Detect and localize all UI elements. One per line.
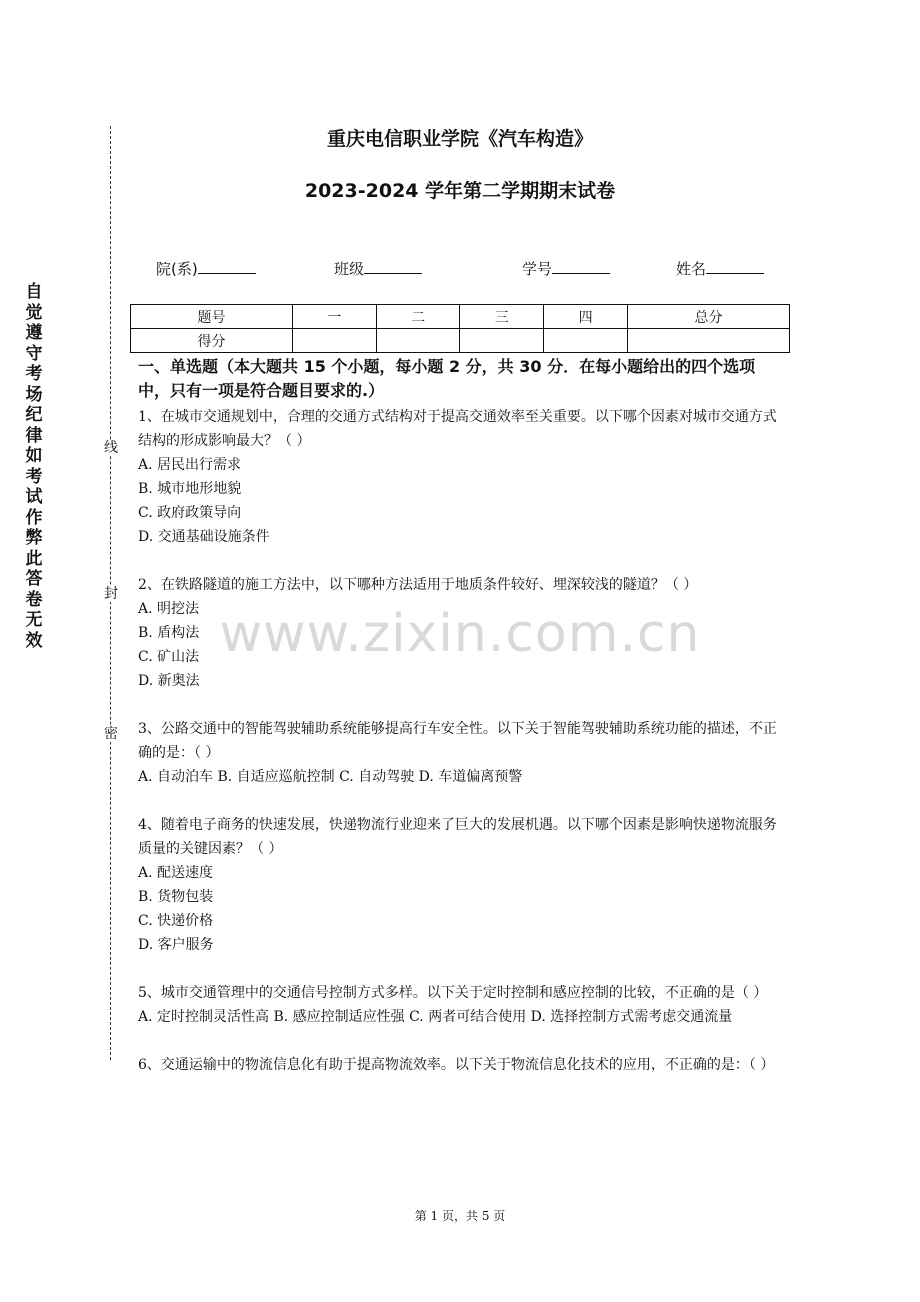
id-label: 学号: [522, 260, 553, 278]
option: A. 配送速度: [138, 865, 214, 881]
option: A. 居民出行需求: [138, 457, 242, 473]
side-notice-char: 觉: [25, 302, 43, 323]
option: D. 新奥法: [138, 673, 200, 689]
option: C. 政府政策导向: [138, 505, 242, 521]
score-header-cell: 四: [544, 305, 628, 329]
side-notice-char: 如: [25, 446, 43, 466]
score-header-cell: 题号: [131, 305, 293, 329]
question-text: 4、随着电子商务的快速发展，快递物流行业迎来了巨大的发展机遇。以下哪个因素是影响快递物流服务质量的关键因素？（ ）: [138, 817, 777, 857]
question-text: 6、交通运输中的物流信息化有助于提高物流效率。以下关于物流信息化技术的应用，不正确的是：（ ）: [138, 1057, 775, 1073]
side-notice-char: 此: [25, 548, 43, 569]
side-notice-char: 纪: [25, 405, 43, 425]
side-notice: [22, 282, 46, 651]
exam-subtitle: 2023-2024 学年第二学期期末试卷: [304, 180, 616, 202]
score-header-cell: 总分: [628, 305, 790, 329]
score-table: [130, 304, 790, 353]
class-field[interactable]: [334, 258, 422, 279]
question-6: [138, 1053, 784, 1077]
side-notice-char: 自: [25, 282, 43, 302]
option: D. 交通基础设施条件: [138, 529, 270, 545]
dept-label: 院(系): [156, 260, 198, 278]
option: A. 自动泊车 B. 自适应巡航控制 C. 自动驾驶 D. 车道偏离预警: [138, 769, 523, 785]
side-notice-char: 弊: [25, 528, 43, 548]
section-heading: 一、单选题（本大题共 15 个小题，每小题 2 分，共 30 分．在每小题给出的四个选项中，只有一项是符合题目要求的.）: [138, 357, 756, 400]
score-cell[interactable]: [544, 329, 628, 353]
option: A. 定时控制灵活性高 B. 感应控制适应性强 C. 两者可结合使用 D. 选择控制方式需考虑交通流量: [138, 1009, 733, 1025]
option: B. 货物包装: [138, 889, 214, 905]
question-text: 3、公路交通中的智能驾驶辅助系统能够提高行车安全性。以下关于智能驾驶辅助系统功能的描述，不正确的是：（ ）: [138, 721, 777, 761]
question-text: 1、在城市交通规划中，合理的交通方式结构对于提高交通效率至关重要。以下哪个因素对城市交通方式结构的形成影响最大？（ ）: [138, 409, 777, 449]
id-field[interactable]: [522, 258, 610, 279]
score-row-label: 得分: [131, 329, 293, 353]
name-label: 姓名: [676, 260, 707, 278]
score-cell[interactable]: [628, 329, 790, 353]
score-cell[interactable]: [460, 329, 544, 353]
seal-mark-line: 线: [104, 440, 118, 456]
side-notice-char: 考: [25, 466, 43, 487]
question-4: [138, 813, 784, 957]
score-cell[interactable]: [292, 329, 376, 353]
question-text: 2、在铁路隧道的施工方法中，以下哪种方法适用于地质条件较好、埋深较浅的隧道？（ ）: [138, 577, 698, 593]
name-field[interactable]: [676, 258, 764, 279]
side-notice-char: 遵: [25, 323, 43, 343]
exam-title: 重庆电信职业学院《汽车构造》: [326, 128, 593, 150]
class-label: 班级: [334, 260, 365, 278]
question-5: [138, 981, 784, 1029]
side-notice-char: 答: [25, 569, 43, 589]
side-notice-char: 卷: [25, 589, 43, 610]
option: C. 快递价格: [138, 913, 214, 929]
watermark: www.zixin.com.cn: [219, 604, 701, 664]
score-cell[interactable]: [376, 329, 460, 353]
option: B. 盾构法: [138, 625, 200, 641]
dept-field[interactable]: [156, 258, 256, 279]
side-notice-char: 考: [25, 364, 43, 384]
side-notice-char: 作: [25, 507, 43, 528]
score-table-header: [131, 305, 790, 329]
score-header-cell: 二: [376, 305, 460, 329]
side-notice-char: 律: [25, 425, 43, 446]
option: B. 城市地形地貌: [138, 481, 242, 497]
score-header-cell: 三: [460, 305, 544, 329]
score-table-row: [131, 329, 790, 353]
option: A. 明挖法: [138, 601, 200, 617]
question-3: [138, 717, 784, 789]
score-header-cell: 一: [292, 305, 376, 329]
side-notice-char: 守: [25, 343, 43, 364]
option: D. 客户服务: [138, 937, 214, 953]
question-area: [138, 355, 784, 1101]
question-1: [138, 405, 784, 549]
seal-mark-secret: 密: [104, 726, 118, 742]
seal-mark-seal: 封: [104, 586, 118, 602]
question-text: 5、城市交通管理中的交通信号控制方式多样。以下关于定时控制和感应控制的比较，不正确的是（ ）: [138, 985, 768, 1001]
page-footer: 第 1 页，共 5 页: [414, 1209, 506, 1223]
side-notice-char: 场: [25, 384, 43, 405]
side-notice-char: 效: [25, 630, 43, 651]
question-2: [138, 573, 784, 693]
side-notice-char: 试: [25, 487, 43, 507]
side-notice-char: 无: [25, 610, 43, 630]
option: C. 矿山法: [138, 649, 200, 665]
